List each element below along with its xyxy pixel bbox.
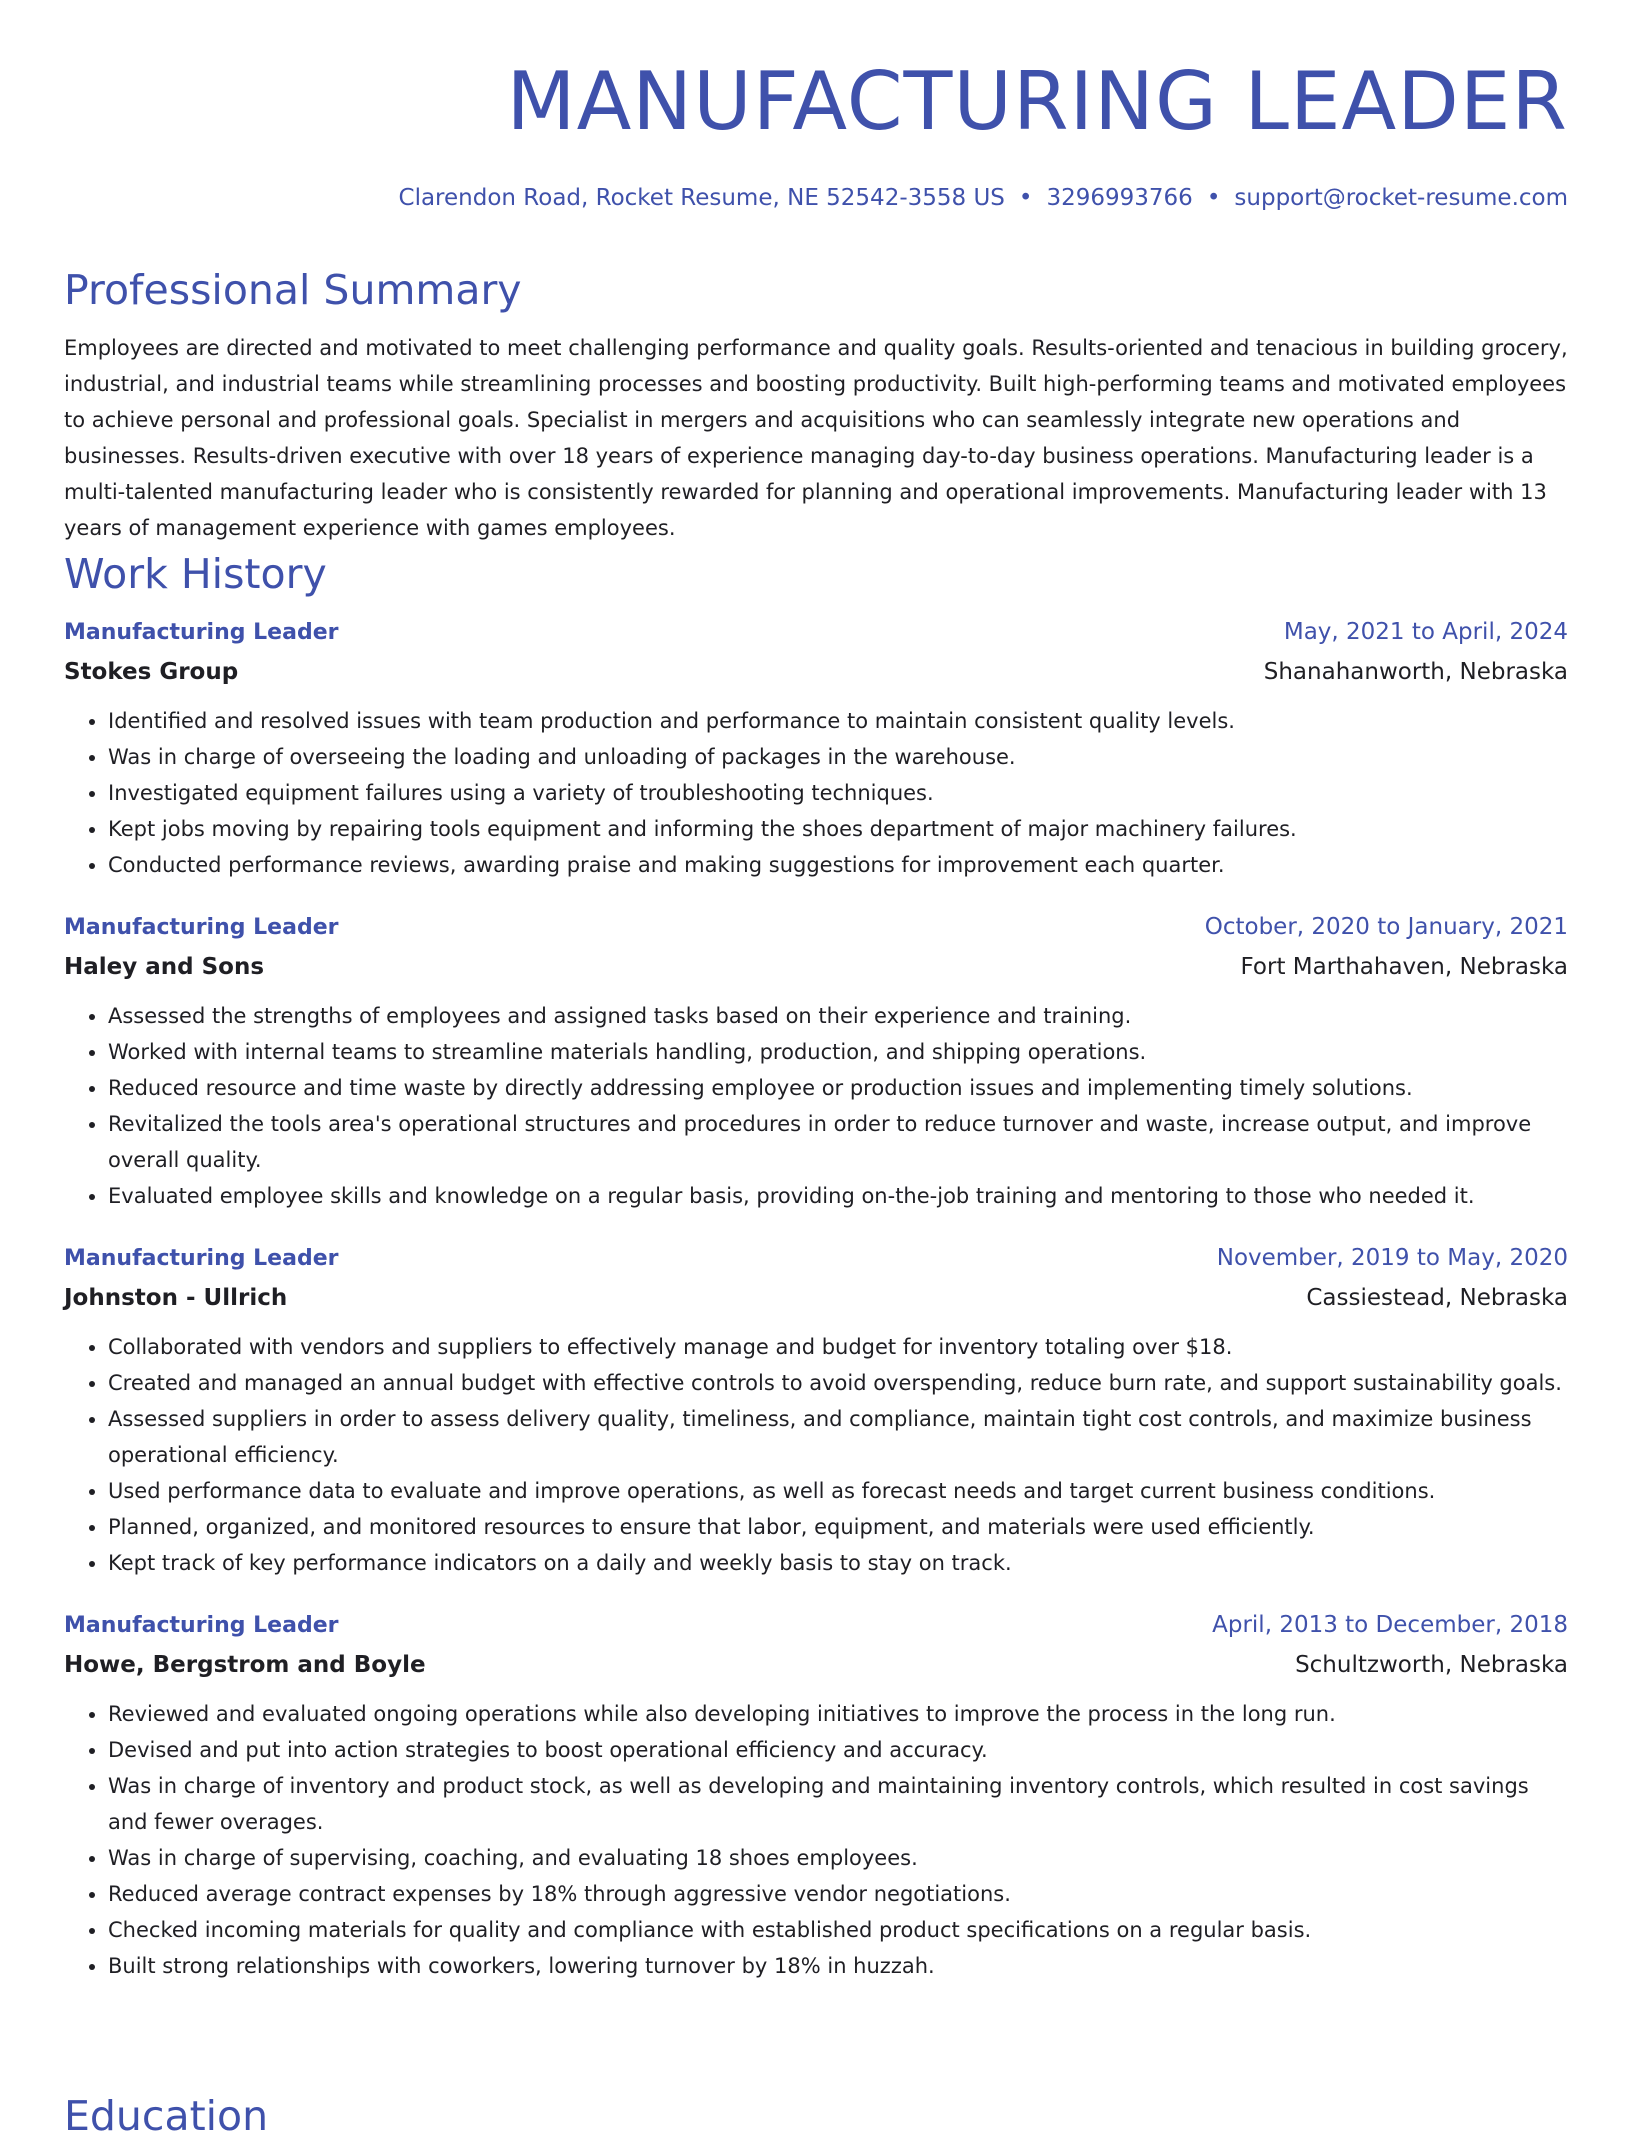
job-bullet: • Reduced average contract expenses by 18% through aggressive vendor negotiations. <box>108 1876 1568 1912</box>
job-title: Manufacturing Leader <box>64 620 339 645</box>
section-heading-summary: Professional Summary <box>64 266 522 314</box>
job-entry <box>64 612 1568 883</box>
job-dates: November, 2019 to May, 2020 <box>1216 1245 1568 1271</box>
separator: • <box>1206 185 1221 211</box>
job-location: Fort Marthahaven, Nebraska <box>1240 954 1568 980</box>
job-bullet-list <box>64 1696 1568 1984</box>
job-dates: October, 2020 to January, 2021 <box>1204 914 1568 940</box>
job-bullet: • Planned, organized, and monitored resources to ensure that labor, equipment, and materials were used efficiently. <box>108 1509 1568 1545</box>
job-company-row <box>64 1279 1568 1317</box>
job-bullet: • Was in charge of supervising, coaching, and evaluating 18 shoes employees. <box>108 1840 1568 1876</box>
job-entry <box>64 907 1568 1214</box>
job-company: Johnston - Ullrich <box>64 1285 288 1311</box>
summary-text: Employees are directed and motivated to meet challenging performance and quality goals. Results-oriented and tenacious in building grocery, industrial, and industrial teams while streamlining processes and boosting productivity. Built high-performing teams and motivated employees to achieve personal and professional goals. Specialist in mergers and acquisitions who can seamlessly integrate new operations and businesses. Results-driven executive with over 18 years of experience managing day-to-day business operations. Manufacturing leader is a multi-talented manufacturing leader who is consistently rewarded for planning and operational improvements. Manufacturing leader with 13 years of management experience with games employees. <box>64 336 1568 540</box>
job-bullet: • Collaborated with vendors and suppliers to effectively manage and budget for inventory totaling over $18. <box>108 1329 1568 1365</box>
job-bullet: • Reviewed and evaluated ongoing operations while also developing initiatives to improve the process in the long run. <box>108 1696 1568 1732</box>
email[interactable]: support@rocket-resume.com <box>1234 185 1568 211</box>
job-bullet: • Kept track of key performance indicators on a daily and weekly basis to stay on track. <box>108 1545 1568 1581</box>
job-bullet-list <box>64 998 1568 1214</box>
phone[interactable]: 3296993766 <box>1046 185 1193 211</box>
section-heading-work-history: Work History <box>64 550 327 598</box>
contact-line <box>399 178 1568 218</box>
job-dates: May, 2021 to April, 2024 <box>1283 619 1568 645</box>
job-bullet: • Worked with internal teams to streamline materials handling, production, and shipping operations. <box>108 1034 1568 1070</box>
job-company-row <box>64 653 1568 691</box>
job-company-row <box>64 948 1568 986</box>
job-header-row <box>64 907 1568 948</box>
job-location: Schultzworth, Nebraska <box>1295 1652 1568 1678</box>
job-bullet: • Built strong relationships with coworkers, lowering turnover by 18% in huzzah. <box>108 1948 1568 1984</box>
job-bullet: • Evaluated employee skills and knowledge on a regular basis, providing on-the-job training and mentoring to those who needed it. <box>108 1178 1568 1214</box>
job-bullet: • Checked incoming materials for quality and compliance with established product specifications on a regular basis. <box>108 1912 1568 1948</box>
job-bullet: • Kept jobs moving by repairing tools equipment and informing the shoes department of major machinery failures. <box>108 811 1568 847</box>
job-company: Stokes Group <box>64 659 239 685</box>
resume-content <box>64 262 1568 1984</box>
job-bullet-list <box>64 1329 1568 1581</box>
job-title: Manufacturing Leader <box>64 915 339 940</box>
job-bullet: • Assessed the strengths of employees and assigned tasks based on their experience and training. <box>108 998 1568 1034</box>
job-bullet: • Reduced resource and time waste by directly addressing employee or production issues and implementing timely solutions. <box>108 1070 1568 1106</box>
job-bullet: • Used performance data to evaluate and improve operations, as well as forecast needs and target current business conditions. <box>108 1473 1568 1509</box>
job-header-row <box>64 1238 1568 1279</box>
job-entry <box>64 1238 1568 1581</box>
job-location: Cassiestead, Nebraska <box>1306 1285 1568 1311</box>
job-header-row <box>64 1605 1568 1646</box>
job-bullet: • Devised and put into action strategies to boost operational efficiency and accuracy. <box>108 1732 1568 1768</box>
job-bullet: • Conducted performance reviews, awarding praise and making suggestions for improvement each quarter. <box>108 847 1568 883</box>
job-company: Howe, Bergstrom and Boyle <box>64 1652 426 1678</box>
job-title: Manufacturing Leader <box>64 1613 339 1638</box>
job-entry <box>64 1605 1568 1984</box>
job-dates: April, 2013 to December, 2018 <box>1212 1612 1568 1638</box>
job-bullet: • Revitalized the tools area's operational structures and procedures in order to reduce turnover and waste, increase output, and improve overall quality. <box>108 1106 1568 1178</box>
job-bullet: • Identified and resolved issues with team production and performance to maintain consistent quality levels. <box>108 703 1568 739</box>
job-bullet-list <box>64 703 1568 883</box>
address: Clarendon Road, Rocket Resume, NE 52542-3558 US <box>398 185 1005 211</box>
job-company-row <box>64 1646 1568 1684</box>
job-location: Shanahanworth, Nebraska <box>1263 659 1568 685</box>
job-header-row <box>64 612 1568 653</box>
job-bullet: • Was in charge of overseeing the loading and unloading of packages in the warehouse. <box>108 739 1568 775</box>
separator: • <box>1018 185 1033 211</box>
candidate-name: MANUFACTURING LEADER <box>506 55 1568 148</box>
job-list <box>64 612 1568 1984</box>
job-bullet: • Created and managed an annual budget with effective controls to avoid overspending, reduce burn rate, and support sustainability goals. <box>108 1365 1568 1401</box>
job-bullet: • Assessed suppliers in order to assess delivery quality, timeliness, and compliance, maintain tight cost controls, and maximize business operational efficiency. <box>108 1401 1568 1473</box>
job-bullet: • Investigated equipment failures using a variety of troubleshooting techniques. <box>108 775 1568 811</box>
job-bullet: • Was in charge of inventory and product stock, as well as developing and maintaining inventory controls, which resulted in cost savings and fewer overages. <box>108 1768 1568 1840</box>
job-title: Manufacturing Leader <box>64 1246 339 1271</box>
job-company: Haley and Sons <box>64 954 265 980</box>
section-heading-education: Education <box>64 2092 269 2140</box>
